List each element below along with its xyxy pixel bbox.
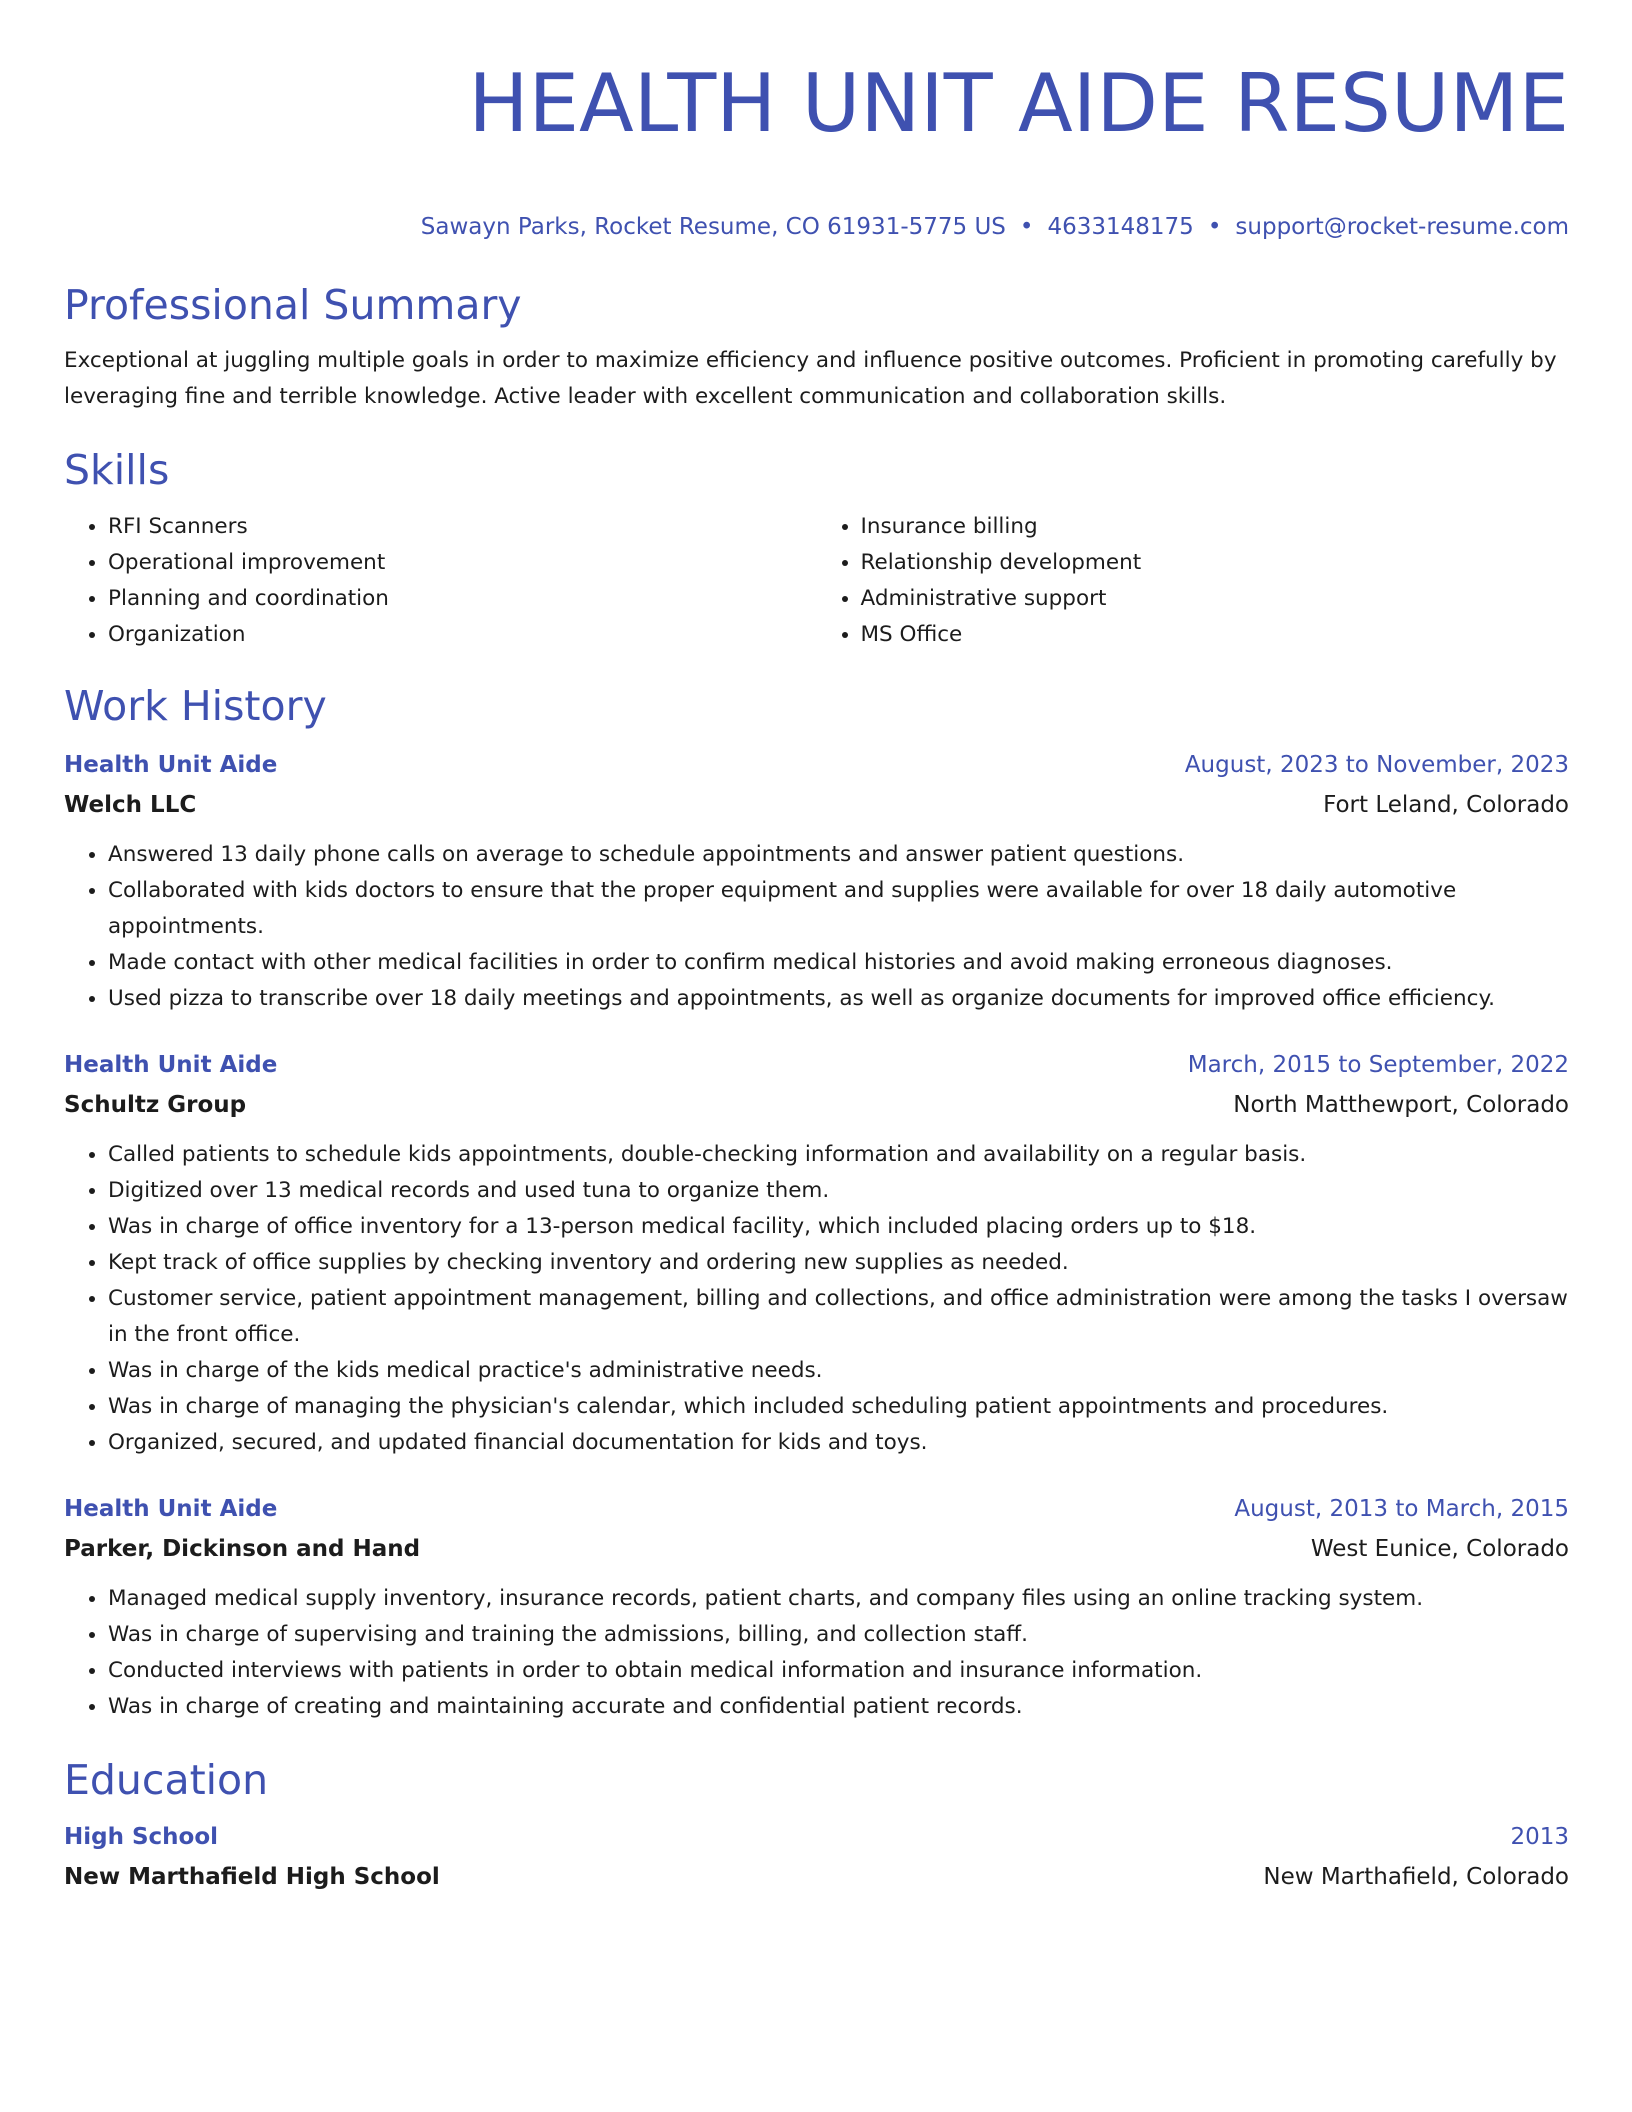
- education-entry: [64, 1817, 1569, 1897]
- job-company: Schultz Group: [64, 1092, 247, 1118]
- education-school: New Marthafield High School: [64, 1864, 440, 1890]
- job-header: [64, 1489, 1569, 1529]
- skill-item: • Organization: [108, 617, 817, 653]
- job-duty: • Digitized over 13 medical records and used tuna to organize them.: [108, 1173, 1569, 1209]
- job-duties: [64, 837, 1569, 1017]
- job-duties: [64, 1581, 1569, 1725]
- skills-heading: Skills: [64, 446, 170, 494]
- contact-email[interactable]: support@rocket-resume.com: [1235, 214, 1569, 240]
- job-company: Welch LLC: [64, 792, 197, 818]
- summary-text: Exceptional at juggling multiple goals in order to maximize efficiency and influence positive outcomes. Proficient in promoting carefully by leveraging fine and terrible knowledge. Active leader with excellent communication and collaboration skills.: [64, 348, 1557, 409]
- job-duty: • Was in charge of office inventory for a 13-person medical facility, which included placing orders up to $18.: [108, 1209, 1569, 1245]
- job-location: West Eunice, Colorado: [1310, 1536, 1569, 1562]
- skills-column-left: [64, 509, 817, 653]
- contact-address: Sawayn Parks, Rocket Resume, CO 61931-5775 US: [420, 214, 1006, 240]
- job-duty: • Was in charge of managing the physician's calendar, which included scheduling patient appointments and procedures.: [108, 1389, 1569, 1425]
- contact-separator: •: [1207, 214, 1222, 240]
- job-duty: • Called patients to schedule kids appointments, double-checking information and availability on a regular basis.: [108, 1137, 1569, 1173]
- skill-item: • Insurance billing: [861, 509, 1570, 545]
- job-entry: [64, 1045, 1569, 1461]
- job-entry: [64, 745, 1569, 1017]
- job-duty: • Made contact with other medical facilities in order to confirm medical histories and avoid making erroneous diagnoses.: [108, 945, 1569, 981]
- skill-item: • RFI Scanners: [108, 509, 817, 545]
- job-duty: • Organized, secured, and updated financial documentation for kids and toys.: [108, 1425, 1569, 1461]
- education-degree: High School: [64, 1824, 219, 1850]
- work-history-heading: Work History: [64, 682, 327, 730]
- contact-separator: •: [1019, 214, 1034, 240]
- job-company-row: [64, 1529, 1569, 1569]
- job-location: Fort Leland, Colorado: [1323, 792, 1569, 818]
- job-duties: [64, 1137, 1569, 1461]
- education-header: [64, 1817, 1569, 1857]
- skill-item: • MS Office: [861, 617, 1570, 653]
- contact-line: [64, 212, 1569, 242]
- job-duty: • Conducted interviews with patients in order to obtain medical information and insurance information.: [108, 1653, 1569, 1689]
- job-location: North Matthewport, Colorado: [1233, 1092, 1569, 1118]
- job-title: Health Unit Aide: [64, 1052, 278, 1078]
- job-duty: • Used pizza to transcribe over 18 daily meetings and appointments, as well as organize documents for improved office efficiency.: [108, 981, 1569, 1017]
- job-header: [64, 1045, 1569, 1085]
- summary-heading: Professional Summary: [64, 281, 522, 329]
- job-company-row: [64, 1085, 1569, 1125]
- job-company-row: [64, 785, 1569, 825]
- education-heading: Education: [64, 1756, 269, 1804]
- job-duty: • Collaborated with kids doctors to ensure that the proper equipment and supplies were available for over 18 daily automotive appointments.: [108, 873, 1569, 945]
- education-school-row: [64, 1857, 1569, 1897]
- job-company: Parker, Dickinson and Hand: [64, 1536, 421, 1562]
- contact-phone: 4633148175: [1047, 214, 1194, 240]
- job-duty: • Managed medical supply inventory, insurance records, patient charts, and company files using an online tracking system.: [108, 1581, 1569, 1617]
- skill-item: • Operational improvement: [108, 545, 817, 581]
- job-duty: • Kept track of office supplies by checking inventory and ordering new supplies as needed.: [108, 1245, 1569, 1281]
- job-dates: August, 2013 to March, 2015: [1234, 1496, 1569, 1522]
- job-title: Health Unit Aide: [64, 1496, 278, 1522]
- skills-column-right: [817, 509, 1570, 653]
- job-dates: August, 2023 to November, 2023: [1184, 752, 1569, 778]
- education-location: New Marthafield, Colorado: [1263, 1864, 1569, 1890]
- education-year: 2013: [1510, 1824, 1569, 1850]
- job-duty: • Customer service, patient appointment management, billing and collections, and office administration were among the tasks I oversaw in the front office.: [108, 1281, 1569, 1353]
- resume-title: HEALTH UNIT AIDE RESUME: [468, 57, 1569, 150]
- job-dates: March, 2015 to September, 2022: [1187, 1052, 1569, 1078]
- job-duty: • Was in charge of the kids medical practice's administrative needs.: [108, 1353, 1569, 1389]
- skill-item: • Planning and coordination: [108, 581, 817, 617]
- job-duty: • Was in charge of creating and maintaining accurate and confidential patient records.: [108, 1689, 1569, 1725]
- skill-item: • Relationship development: [861, 545, 1570, 581]
- job-title: Health Unit Aide: [64, 752, 278, 778]
- job-duty: • Was in charge of supervising and training the admissions, billing, and collection staff.: [108, 1617, 1569, 1653]
- skills-list: [64, 509, 1569, 653]
- job-header: [64, 745, 1569, 785]
- job-duty: • Answered 13 daily phone calls on average to schedule appointments and answer patient questions.: [108, 837, 1569, 873]
- job-entry: [64, 1489, 1569, 1725]
- skill-item: • Administrative support: [861, 581, 1570, 617]
